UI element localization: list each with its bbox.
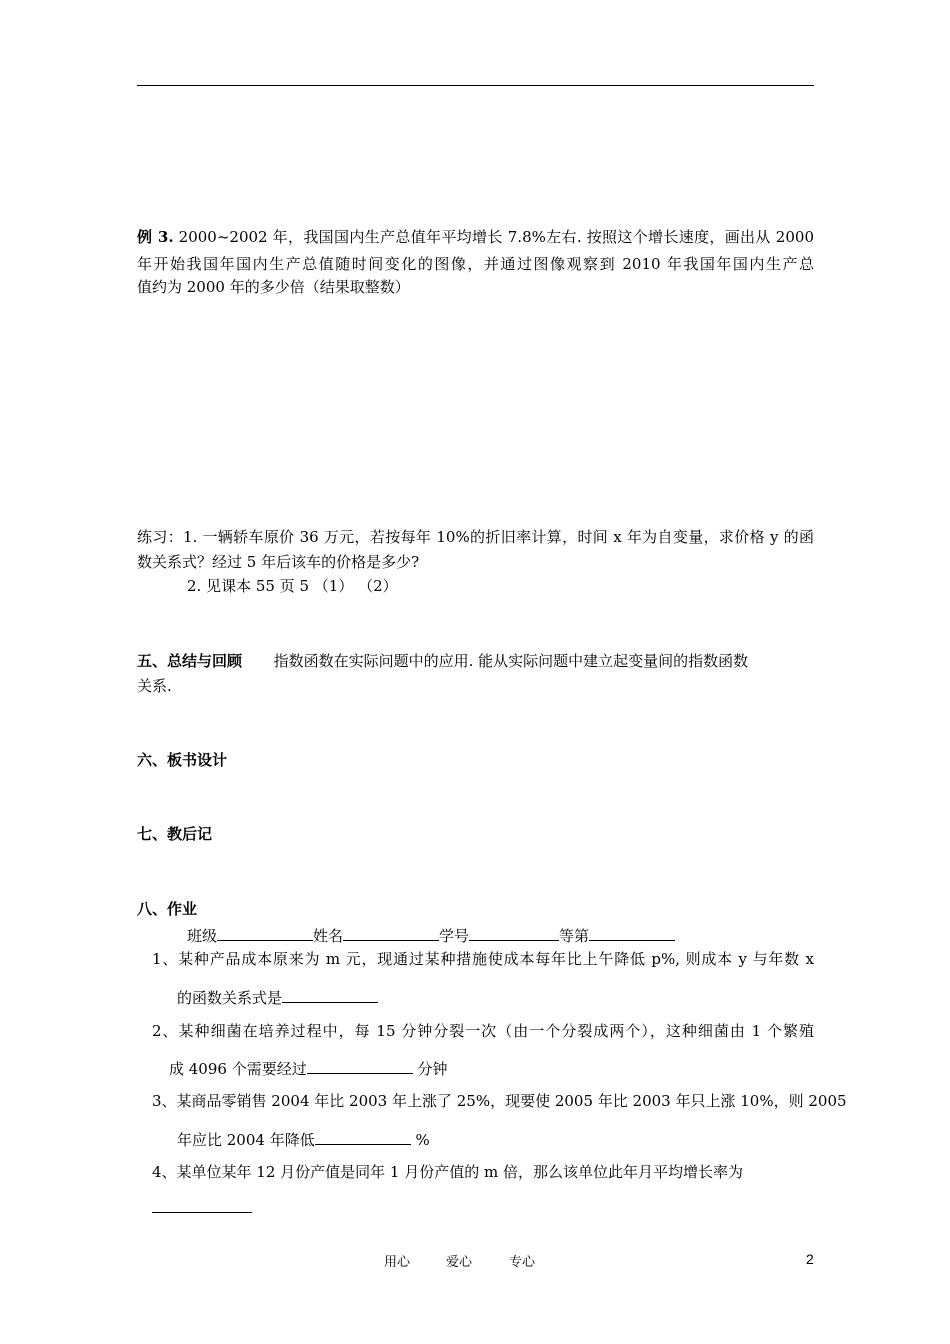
question2-line2: [169, 1057, 448, 1079]
section5-line1: [137, 651, 814, 671]
footer-motto-1: 用心: [384, 1255, 411, 1270]
example3-text-line1: 2000~2002 年，我国国内生产总值年平均增长 7.8%左右. 按照这个增长速度，画出从 2000: [178, 228, 814, 246]
section5-heading: 五、总结与回顾: [137, 652, 243, 670]
example3-line1: [137, 227, 814, 247]
practice-line3: 2. 见课本 55 页 5 （1） （2）: [187, 577, 398, 595]
header-rule: [137, 85, 814, 86]
question2-text: 成 4096 个需要经过: [169, 1060, 307, 1078]
example3-line3: 值约为 2000 年的多少倍（结果取整数）: [137, 278, 410, 296]
practice-line1: 练习：1. 一辆轿车原价 36 万元，若按每年 10%的折旧率计算，时间 x 年为自变量，求价格 y 的函: [137, 528, 814, 546]
section6-heading: 六、板书设计: [137, 751, 228, 769]
question3-blank: [315, 1128, 411, 1145]
question1-text: 的函数关系式是: [177, 989, 283, 1007]
footer-motto-2: 爱心: [446, 1255, 473, 1270]
question1-line2: [177, 986, 378, 1008]
footer-motto-3: 专心: [509, 1255, 536, 1270]
name-blank: [343, 924, 439, 941]
class-label: 班级: [187, 927, 218, 945]
example3-line2: 年开始我国年国内生产总值随时间变化的图像，并通过图像观察到 2010 年我国年国内生产总: [137, 255, 814, 273]
student-id-blank: [469, 924, 559, 941]
section5-line2: 关系.: [137, 677, 172, 695]
page-number: 2: [806, 1251, 814, 1267]
question3-line2: [177, 1128, 430, 1150]
question3-text: 年应比 2004 年降低: [177, 1131, 315, 1149]
section7-heading: 七、教后记: [137, 825, 213, 843]
question4-blank: [152, 1196, 252, 1213]
question2-unit: 分钟: [417, 1060, 448, 1078]
question2-blank: [307, 1057, 413, 1074]
name-label: 姓名: [313, 927, 344, 945]
question3-unit: %: [415, 1131, 430, 1149]
practice-line2: 数关系式？经过 5 年后该车的价格是多少?: [137, 553, 420, 571]
question2-line1: 2、某种细菌在培养过程中，每 15 分钟分裂一次（由一个分裂成两个），这种细菌由 1 个繁殖: [152, 1022, 814, 1040]
student-info-row: [187, 924, 675, 946]
section8-heading: 八、作业: [137, 900, 198, 918]
question4-line1: 4、某单位某年 12 月份产值是同年 1 月份产值的 m 倍，那么该单位此年月平均增长率为: [152, 1163, 744, 1181]
class-blank: [217, 924, 313, 941]
section5-text-line1: 指数函数在实际问题中的应用. 能从实际问题中建立起变量间的指数函数: [273, 652, 749, 670]
example3-label: 例 3.: [137, 228, 174, 246]
question1-blank: [282, 986, 378, 1003]
grade-blank: [589, 924, 675, 941]
student-id-label: 学号: [439, 927, 470, 945]
question1-line1: 1、某种产品成本原来为 m 元，现通过某种措施使成本每年比上午降低 p%, 则成本 y 与年数 x: [152, 950, 814, 968]
grade-label: 等第: [559, 927, 590, 945]
question3-line1: 3、某商品零销售 2004 年比 2003 年上涨了 25%，现要使 2005 年比 2003 年只上涨 10%，则 2005: [152, 1092, 847, 1110]
